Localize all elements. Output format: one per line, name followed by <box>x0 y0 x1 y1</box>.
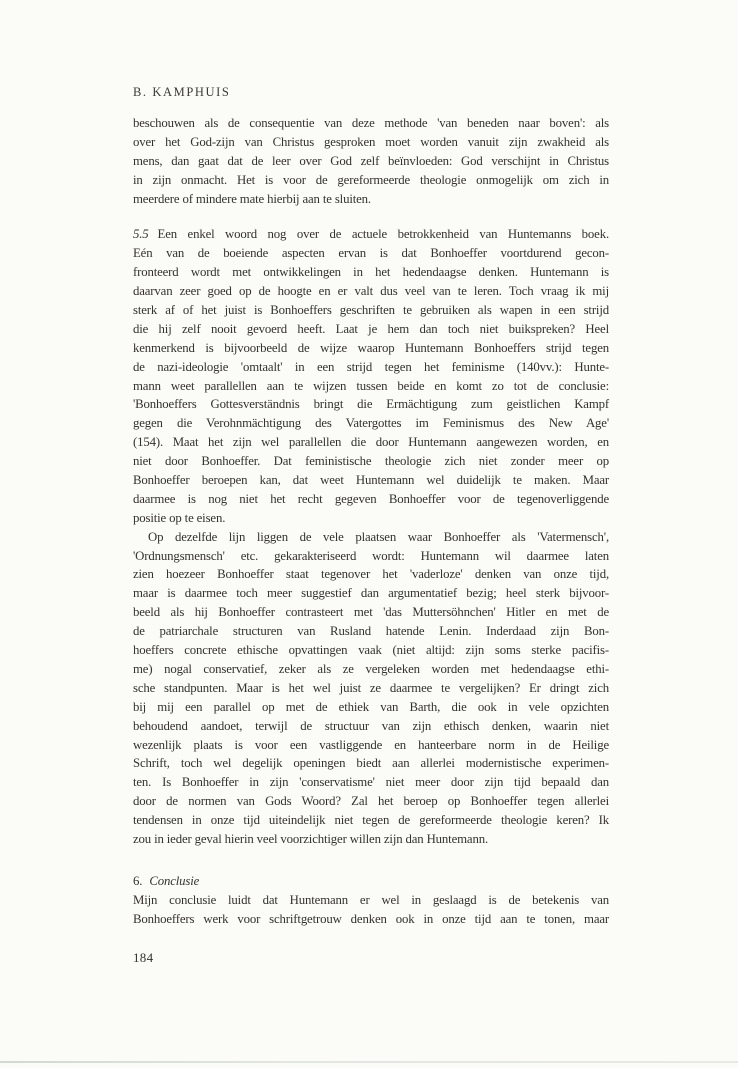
section-5-5 <box>133 225 609 527</box>
text-line: 'Bonhoeffers Gottesverständnis bringt die Ermächtigung zum geistlichen Kampf <box>133 397 609 412</box>
text-line: Bonhoeffer beroepen kan, dat weet Huntemann wel duidelijk te maken. Maar <box>133 473 609 488</box>
text-line: mann weet parallellen aan te wijzen tussen beide en komt zo tot de conclusie: <box>133 378 609 393</box>
page-number: 184 <box>133 949 154 965</box>
text-line: Mijn conclusie luidt dat Huntemann er wel in geslaagd is de betekenis van <box>133 892 609 907</box>
section-5-5-body <box>133 244 609 527</box>
section-number: 6. <box>133 873 143 888</box>
text-line: zou in ieder geval hierin veel voorzichtiger willen zijn dan Huntemann. <box>133 831 488 846</box>
text-line: gegen die Verohnmächtigung des Vatergottes im Feminismus des New Age' <box>133 416 609 431</box>
body-text <box>133 114 609 967</box>
text-line: positie op te eisen. <box>133 510 226 525</box>
text-line: maar is daarmee toch meer suggestief dan argumentatief bezig; heel sterk bijvoor- <box>133 586 609 601</box>
text-line: mens, dan gaat dat de leer over God zelf beïnvloeden: God verschijnt in Christus <box>133 153 609 168</box>
text-line: niet door Bonhoeffer. Dat feministische theologie zich niet zonder meer op <box>133 454 609 469</box>
section-number: 5.5 <box>133 227 149 242</box>
section-5-5-first-line: Een enkel woord nog over de actuele betrokkenheid van Huntemanns boek. <box>157 227 609 242</box>
text-line: meerdere of mindere mate hierbij aan te sluiten. <box>133 191 371 206</box>
scan-edge-line <box>0 1061 738 1063</box>
text-line: sterk af of het juist is Bonhoeffers geschriften te gebruiken als wapen in een strijd <box>133 303 609 318</box>
text-line: kenmerkend is bijvoorbeeld de wijze waarop Huntemann Bonhoeffers strijd tegen <box>133 340 609 355</box>
text-line: 'Ordnungsmensch' etc. gekarakteriseerd wordt: Huntemann wil daarmee laten <box>133 548 609 563</box>
text-line: over het God-zijn van Christus gesproken moet worden vanuit zijn zwakheid als <box>133 134 609 149</box>
text-line: fronteerd wordt met ontwikkelingen in het hedendaagse denken. Huntemann is <box>133 265 609 280</box>
conclusion-paragraph <box>133 891 609 929</box>
text-line: de nazi-ideologie 'omtaalt' in een strijd tegen het feminisme (140vv.): Hunte- <box>133 359 609 374</box>
text-line: (154). Maat het zijn wel parallellen die door Huntemann aangewezen worden, en <box>133 435 609 450</box>
text-line: ten. Is Bonhoeffer in zijn 'conservatisme' niet meer door zijn tijd bepaald dan <box>133 775 609 790</box>
text-column <box>133 85 609 967</box>
text-line: beschouwen als de consequentie van deze methode 'van beneden naar boven': als <box>133 116 609 130</box>
section-title: Conclusie <box>149 873 200 888</box>
text-line: wezenlijk plaats is voor een vastliggende en hanteerbare norm in de Heilige <box>133 737 609 752</box>
text-line: in zijn onmacht. Het is voor de gereformeerde theologie onmogelijk om zich in <box>133 172 609 187</box>
text-line: Schrift, toch wel degelijk openingen biedt aan allerlei modernistische experimen- <box>133 756 609 771</box>
text-line: sche standpunten. Maar is het wel juist ze daarmee te vergelijken? Er dringt zich <box>133 680 609 695</box>
text-line: daarvan zeer goed op de hoogte en er valt dus veel van te leren. Toch vraag ik mij <box>133 284 609 299</box>
text-line: zien hoezeer Bonhoeffer staat tegenover het 'vaderloze' denken van onze tijd, <box>133 567 609 582</box>
text-line: hoeffers concrete ethische opvattingen vaak (niet altijd: zijn soms sterke pacifis- <box>133 643 609 658</box>
text-line: beeld als hij Bonhoeffer contrasteert met 'das Muttersöhnchen' Hitler en met de <box>133 605 609 620</box>
text-line: Eén van de boeiende aspecten ervan is dat Bonhoeffer voortdurend gecon- <box>133 246 609 261</box>
paragraph-continuation <box>133 114 609 208</box>
running-header: B. KAMPHUIS <box>133 85 231 99</box>
text-line: bij mij een parallel op met de ethiek van Barth, die ook in vele opzichten <box>133 699 609 714</box>
text-line: die hij zelf nooit gevoerd heeft. Laat je hem dan toch niet buikspreken? Heel <box>133 321 609 336</box>
text-line: Bonhoeffers werk voor schriftgetrouw denken ook in onze tijd aan te tonen, maar <box>133 911 609 926</box>
paragraph-op-dezelfde-lijn <box>133 528 609 849</box>
text-line: tendensen in onze tijd uiteindelijk niet tegen de gereformeerde theologie keren? Ik <box>133 813 609 828</box>
text-line: door de normen van Gods Woord? Zal het beroep op Bonhoeffer tegen allerlei <box>133 794 609 809</box>
text-line: daarmee is nog niet het recht gegeven Bonhoeffer voor de tegenoverliggende <box>133 491 609 506</box>
text-line: de patriarchale structuren van Rusland hatende Lenin. Inderdaad zijn Bon- <box>133 624 609 639</box>
text-line: me) nogal conservatief, zeker als ze vergeleken worden met hedendaagse ethi- <box>133 661 609 676</box>
section-5-5-heading-line <box>133 225 609 244</box>
text-line: Op dezelfde lijn liggen de vele plaatsen waar Bonhoeffer als 'Vatermensch', <box>148 529 609 544</box>
text-line: behoudend aandoet, terwijl de structuur van zijn ethisch denken, waarin niet <box>133 718 609 733</box>
section-6-heading <box>133 872 609 891</box>
